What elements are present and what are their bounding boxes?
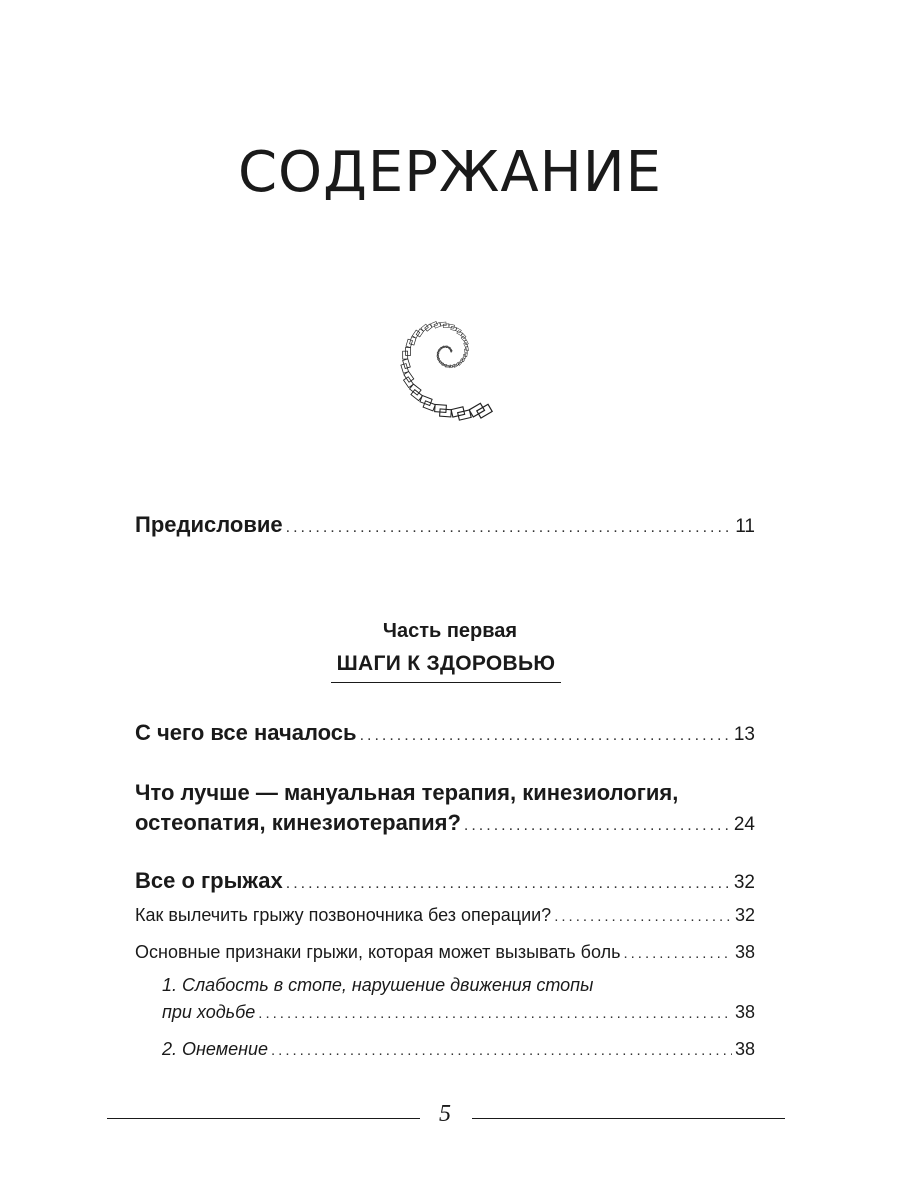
toc-page-number: 38 bbox=[734, 1039, 755, 1059]
toc-entry-title: Предисловие bbox=[135, 512, 283, 537]
footer-rule-right bbox=[472, 1118, 785, 1119]
toc-entry-title-line2: при ходьбе bbox=[162, 1002, 256, 1022]
toc-page-number: 13 bbox=[733, 724, 755, 745]
toc-page-number: 38 bbox=[734, 942, 755, 962]
spiral-ornament-icon bbox=[372, 278, 522, 428]
toc-entry[interactable] bbox=[135, 810, 755, 836]
toc-entry-preface[interactable] bbox=[135, 512, 755, 538]
toc-subentry[interactable] bbox=[135, 905, 755, 926]
leader-dots bbox=[258, 1005, 732, 1022]
toc-entry-title: С чего все началось bbox=[135, 720, 357, 745]
toc-page-number: 38 bbox=[734, 1002, 755, 1022]
toc-entry-title: Основные признаки грыжи, которая может вызывать боль bbox=[135, 942, 621, 962]
toc-entry[interactable] bbox=[135, 720, 755, 746]
leader-dots bbox=[286, 875, 731, 893]
part-label: Часть первая bbox=[382, 620, 518, 642]
toc-page-number: 32 bbox=[733, 872, 755, 893]
toc-subsubentry[interactable] bbox=[162, 1039, 755, 1060]
toc-subsubentry-line1[interactable]: 1. Слабость в стопе, нарушение движения стопы bbox=[162, 975, 594, 995]
page-number: 5 bbox=[439, 1101, 451, 1127]
toc-subsubentry[interactable] bbox=[162, 1002, 755, 1023]
toc-page-number: 32 bbox=[734, 905, 755, 925]
toc-entry-title-line2: остеопатия, кинезиотерапия? bbox=[135, 810, 461, 835]
toc-entry-title: Все о грыжах bbox=[135, 868, 283, 893]
leader-dots bbox=[286, 519, 733, 537]
part-title: ШАГИ К ЗДОРОВЬЮ bbox=[331, 652, 561, 683]
toc-entry-title-line1[interactable]: Что лучше — мануальная терапия, кинезиология, bbox=[135, 780, 679, 805]
leader-dots bbox=[623, 945, 732, 962]
toc-page-number: 24 bbox=[733, 814, 755, 835]
leader-dots bbox=[360, 727, 731, 745]
page-title: СОДЕРЖАНИЕ bbox=[237, 140, 663, 205]
leader-dots bbox=[554, 908, 732, 925]
toc-subentry[interactable] bbox=[135, 942, 755, 963]
leader-dots bbox=[464, 817, 731, 835]
toc-entry[interactable] bbox=[135, 868, 755, 894]
toc-entry-title: Как вылечить грыжу позвоночника без операции? bbox=[135, 905, 552, 925]
toc-page-number: 11 bbox=[735, 516, 755, 537]
footer-rule-left bbox=[107, 1118, 420, 1119]
leader-dots bbox=[271, 1042, 732, 1059]
toc-entry-title: 2. Онемение bbox=[162, 1039, 269, 1059]
